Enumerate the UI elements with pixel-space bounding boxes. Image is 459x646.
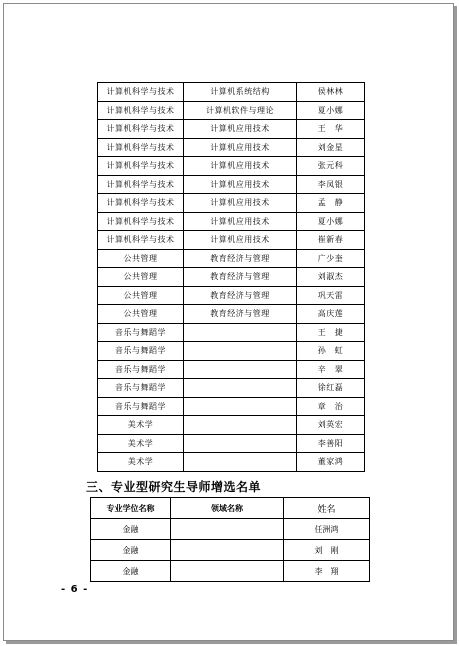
degree-cell: 金融	[91, 561, 171, 582]
field-cell	[184, 379, 297, 398]
discipline-cell: 音乐与舞蹈学	[98, 323, 184, 342]
field-cell	[184, 360, 297, 379]
supervisor-name-cell: 刘淑杰	[297, 268, 365, 287]
supervisor-name-cell: 孙 虹	[297, 342, 365, 361]
supervisor-name-cell: 巩天雷	[297, 286, 365, 305]
discipline-cell: 计算机科学与技术	[98, 138, 184, 157]
table-row	[98, 249, 365, 268]
table-row	[98, 138, 365, 157]
discipline-cell: 公共管理	[98, 305, 184, 324]
table-row	[98, 360, 365, 379]
field-cell	[184, 323, 297, 342]
field-cell: 计算机软件与理论	[184, 101, 297, 120]
discipline-cell: 计算机科学与技术	[98, 231, 184, 250]
field-cell: 计算机应用技术	[184, 120, 297, 139]
field-cell	[171, 519, 284, 540]
supervisor-name-cell: 夏小娜	[297, 212, 365, 231]
table-row	[98, 268, 365, 287]
table-row	[98, 286, 365, 305]
discipline-cell: 计算机科学与技术	[98, 194, 184, 213]
table-header-row	[91, 498, 370, 519]
field-cell	[184, 434, 297, 453]
table-row	[98, 212, 365, 231]
field-cell: 教育经济与管理	[184, 249, 297, 268]
discipline-cell: 计算机科学与技术	[98, 212, 184, 231]
field-cell: 计算机应用技术	[184, 175, 297, 194]
field-cell: 计算机系统结构	[184, 83, 297, 102]
table-row	[98, 175, 365, 194]
table-row	[98, 194, 365, 213]
table-row	[98, 101, 365, 120]
supervisor-name-cell: 孟 静	[297, 194, 365, 213]
discipline-cell: 计算机科学与技术	[98, 175, 184, 194]
field-cell: 计算机应用技术	[184, 157, 297, 176]
discipline-cell: 美术学	[98, 416, 184, 435]
field-cell: 教育经济与管理	[184, 305, 297, 324]
supervisor-name-cell: 刘 刚	[284, 540, 370, 561]
discipline-cell: 公共管理	[98, 268, 184, 287]
professional-supervisor-table	[90, 497, 370, 582]
table-row	[98, 120, 365, 139]
field-cell: 计算机应用技术	[184, 194, 297, 213]
discipline-cell: 美术学	[98, 453, 184, 472]
field-cell	[184, 453, 297, 472]
section-three-heading: 三、专业型研究生导师增选名单	[86, 480, 262, 494]
table-row	[98, 397, 365, 416]
supervisor-name-cell: 李 翔	[284, 561, 370, 582]
table-row	[98, 416, 365, 435]
field-cell: 教育经济与管理	[184, 286, 297, 305]
table-row	[98, 231, 365, 250]
field-cell: 计算机应用技术	[184, 138, 297, 157]
supervisor-name-cell: 刘金星	[297, 138, 365, 157]
discipline-cell: 计算机科学与技术	[98, 120, 184, 139]
field-cell	[171, 561, 284, 582]
supervisor-name-cell: 王 捷	[297, 323, 365, 342]
field-cell: 计算机应用技术	[184, 212, 297, 231]
discipline-cell: 公共管理	[98, 249, 184, 268]
discipline-cell: 计算机科学与技术	[98, 101, 184, 120]
table-row	[98, 323, 365, 342]
supervisor-name-cell: 刘英宏	[297, 416, 365, 435]
column-header-field: 领域名称	[171, 498, 284, 519]
discipline-cell: 美术学	[98, 434, 184, 453]
discipline-cell: 音乐与舞蹈学	[98, 342, 184, 361]
column-header-degree: 专业学位名称	[91, 498, 171, 519]
discipline-cell: 计算机科学与技术	[98, 83, 184, 102]
table-row	[98, 453, 365, 472]
table-row	[91, 540, 370, 561]
field-cell	[184, 342, 297, 361]
column-header-name: 姓名	[284, 498, 370, 519]
page-number: - 6 -	[61, 584, 89, 595]
degree-cell: 金融	[91, 519, 171, 540]
discipline-cell: 公共管理	[98, 286, 184, 305]
field-cell	[171, 540, 284, 561]
field-cell: 计算机应用技术	[184, 231, 297, 250]
supervisor-name-cell: 徐红磊	[297, 379, 365, 398]
field-cell	[184, 416, 297, 435]
table-row	[98, 379, 365, 398]
supervisor-name-cell: 夏小娜	[297, 101, 365, 120]
table-row	[98, 83, 365, 102]
supervisor-name-cell: 广少奎	[297, 249, 365, 268]
supervisor-name-cell: 辛 翠	[297, 360, 365, 379]
discipline-cell: 音乐与舞蹈学	[98, 379, 184, 398]
supervisor-name-cell: 任洲鸿	[284, 519, 370, 540]
supervisor-name-cell: 侯林林	[297, 83, 365, 102]
field-cell	[184, 397, 297, 416]
table-row	[98, 342, 365, 361]
field-cell: 教育经济与管理	[184, 268, 297, 287]
supervisor-name-cell: 董家鸿	[297, 453, 365, 472]
table-row	[91, 561, 370, 582]
table-row	[91, 519, 370, 540]
discipline-cell: 音乐与舞蹈学	[98, 397, 184, 416]
table-row	[98, 157, 365, 176]
supervisor-name-cell: 张元科	[297, 157, 365, 176]
supervisor-table-continued	[97, 82, 365, 472]
supervisor-name-cell: 王 华	[297, 120, 365, 139]
supervisor-name-cell: 李善阳	[297, 434, 365, 453]
discipline-cell: 计算机科学与技术	[98, 157, 184, 176]
table-row	[98, 434, 365, 453]
supervisor-name-cell: 李凤银	[297, 175, 365, 194]
supervisor-name-cell: 高庆莲	[297, 305, 365, 324]
supervisor-name-cell: 章 治	[297, 397, 365, 416]
table-row	[98, 305, 365, 324]
discipline-cell: 音乐与舞蹈学	[98, 360, 184, 379]
supervisor-name-cell: 崔新春	[297, 231, 365, 250]
degree-cell: 金融	[91, 540, 171, 561]
